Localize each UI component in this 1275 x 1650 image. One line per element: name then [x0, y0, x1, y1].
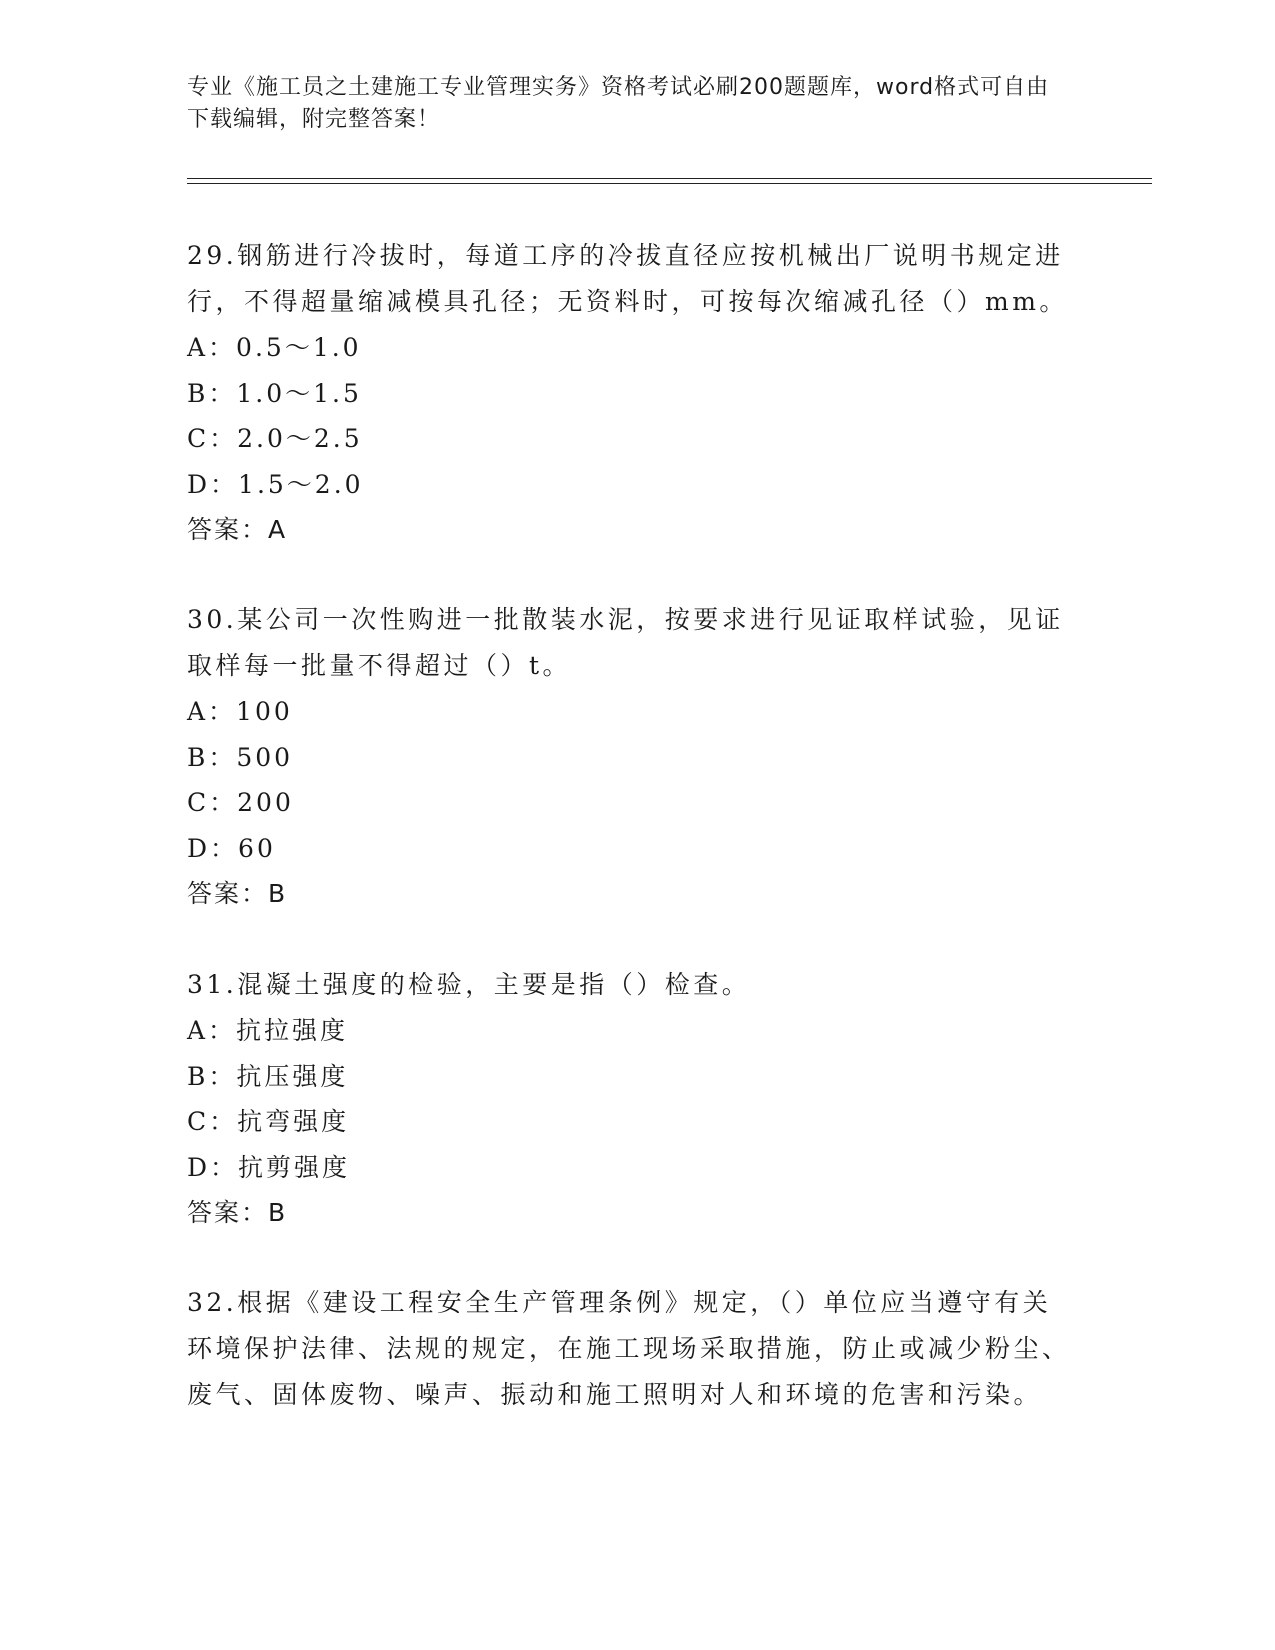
question-30 [187, 597, 1077, 917]
question-stem: 29.钢筋进行冷拔时，每道工序的冷拔直径应按机械出厂说明书规定进行，不得超量缩减模具孔径；无资料时，可按每次缩减孔径（）mm。 [187, 241, 1068, 316]
document-header: 专业《施工员之土建施工专业管理实务》资格考试必刷200题题库，word格式可自由下载编辑，附完整答案！ [187, 75, 1050, 132]
question-stem: 31.混凝土强度的检验，主要是指（）检查。 [187, 970, 751, 999]
answer: 答案：B [187, 1198, 288, 1227]
option-b: B：500 [187, 742, 294, 772]
option-c: C：200 [187, 788, 294, 817]
question-32 [187, 1280, 1077, 1418]
option-a: A：抗拉强度 [187, 1016, 349, 1045]
option-b: B：抗压强度 [187, 1061, 349, 1091]
question-29 [187, 233, 1077, 553]
header-divider-top [187, 178, 1152, 179]
option-b: B：1.0～1.5 [187, 378, 362, 408]
option-d: D：60 [187, 833, 276, 863]
option-a: A：0.5～1.0 [187, 333, 362, 362]
answer: 答案：B [187, 879, 288, 908]
option-d: D：1.5～2.0 [187, 469, 364, 499]
option-c: C：2.0～2.5 [187, 424, 363, 453]
question-stem: 30.某公司一次性购进一批散装水泥，按要求进行见证取样试验，见证取样每一批量不得超过（）t。 [187, 605, 1064, 680]
option-c: C：抗弯强度 [187, 1107, 350, 1136]
option-a: A：100 [187, 697, 293, 726]
option-d: D：抗剪强度 [187, 1152, 351, 1182]
header-divider-bottom [187, 183, 1152, 184]
question-31 [187, 962, 1077, 1236]
answer: 答案：A [187, 515, 288, 544]
question-stem: 32.根据《建设工程安全生产管理条例》规定，（）单位应当遵守有关环境保护法律、法规的规定，在施工现场采取措施，防止或减少粉尘、废气、固体废物、噪声、振动和施工照明对人和环境的危害和污染。 [187, 1288, 1071, 1409]
